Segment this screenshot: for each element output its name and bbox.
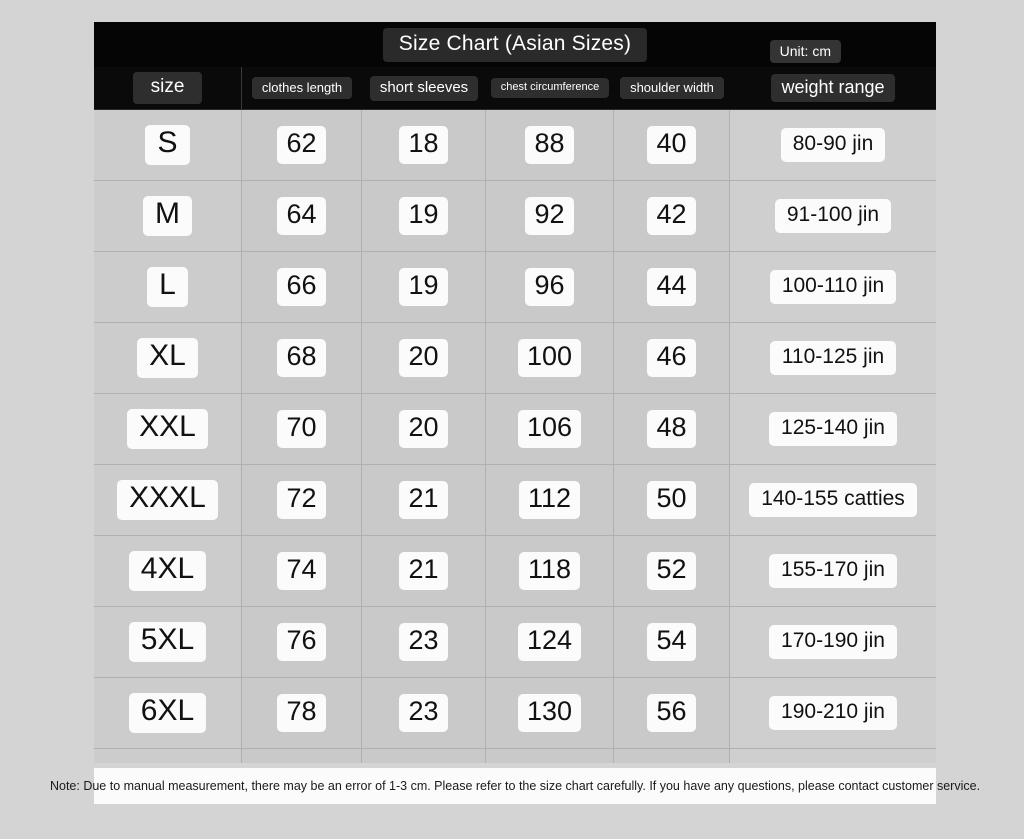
cell-short-sleeves-value: 23: [399, 694, 447, 731]
cell-short-sleeves: [362, 678, 486, 748]
cell-size: [94, 678, 242, 748]
cell-chest-circumference: [486, 678, 614, 748]
cell-shoulder-width-value: 54: [647, 623, 695, 660]
column-header-size: [94, 67, 242, 109]
cell-weight-range-value: 140-155 catties: [749, 483, 917, 517]
cell-short-sleeves: [362, 536, 486, 606]
cell-chest-circumference-value: 112: [519, 481, 580, 518]
cell-shoulder-width: [614, 252, 730, 322]
cell-short-sleeves-value: 21: [399, 481, 447, 518]
cell-weight-range-value: 110-125 jin: [770, 341, 896, 375]
cell-chest-circumference: [486, 252, 614, 322]
cell-clothes-length: [242, 394, 362, 464]
cell-clothes-length: [242, 749, 362, 763]
table-row: [94, 323, 936, 394]
cell-chest-circumference-value: 124: [518, 623, 581, 660]
cell-clothes-length-value: 68: [277, 339, 325, 376]
cell-shoulder-width: [614, 394, 730, 464]
cell-size: [94, 749, 242, 763]
cell-shoulder-width-value: 40: [647, 126, 695, 163]
cell-short-sleeves: [362, 749, 486, 763]
cell-shoulder-width: [614, 465, 730, 535]
cell-weight-range-value: 125-140 jin: [769, 412, 897, 446]
table-row: [94, 678, 936, 749]
cell-shoulder-width-value: 46: [647, 339, 695, 376]
cell-weight-range-value: 100-110 jin: [770, 270, 896, 304]
cell-shoulder-width-value: 42: [647, 197, 695, 234]
table-row: [94, 252, 936, 323]
cell-weight-range-value: 170-190 jin: [769, 625, 897, 659]
cell-size: [94, 465, 242, 535]
cell-chest-circumference: [486, 323, 614, 393]
cell-shoulder-width: [614, 181, 730, 251]
column-header-short-sleeves-label: short sleeves: [370, 76, 478, 101]
cell-shoulder-width-value: 48: [647, 410, 695, 447]
cell-weight-range: [730, 323, 936, 393]
cell-short-sleeves-value: 19: [399, 197, 447, 234]
cell-short-sleeves-value: 19: [399, 268, 447, 305]
cell-weight-range-value: 190-210 jin: [769, 696, 897, 730]
cell-chest-circumference-value: 88: [525, 126, 573, 163]
cell-size-value: L: [147, 267, 188, 307]
cell-weight-range-value: 80-90 jin: [781, 128, 886, 162]
column-header-clothes-length-label: clothes length: [252, 77, 352, 100]
size-chart-table: [94, 22, 936, 763]
cell-shoulder-width: [614, 110, 730, 180]
cell-chest-circumference-value: 106: [518, 410, 581, 447]
cell-clothes-length-value: 70: [277, 410, 325, 447]
table-row: [94, 465, 936, 536]
page-title: Size Chart (Asian Sizes): [383, 28, 647, 62]
cell-shoulder-width-value: 44: [647, 268, 695, 305]
column-header-weight-range-label: weight range: [771, 74, 894, 103]
cell-clothes-length: [242, 110, 362, 180]
cell-clothes-length: [242, 181, 362, 251]
cell-size-value: XXL: [127, 409, 208, 449]
column-header-chest-circumference-label: chest circumference: [491, 78, 609, 98]
column-header-clothes-length: [242, 67, 362, 109]
table-header-row: [94, 67, 936, 110]
cell-chest-circumference: [486, 181, 614, 251]
cell-size: [94, 252, 242, 322]
column-header-shoulder-width-label: shoulder width: [620, 77, 724, 100]
cell-size-value: 5XL: [129, 622, 206, 662]
cell-weight-range: [730, 110, 936, 180]
cell-short-sleeves: [362, 465, 486, 535]
cell-chest-circumference: [486, 465, 614, 535]
cell-size-value: XXXL: [117, 480, 218, 520]
cell-clothes-length-value: 66: [277, 268, 325, 305]
cell-size-value: 6XL: [129, 693, 206, 733]
cell-size: [94, 607, 242, 677]
cell-clothes-length-value: 72: [277, 481, 325, 518]
cell-weight-range: [730, 252, 936, 322]
cell-size-value: M: [143, 196, 192, 236]
cell-clothes-length: [242, 465, 362, 535]
cell-weight-range: [730, 465, 936, 535]
cell-clothes-length-value: 74: [277, 552, 325, 589]
measurement-note-text: Note: Due to manual measurement, there may be an error of 1-3 cm. Please refer to the size chart carefully. If you have any questions, please contact customer service.: [49, 779, 981, 793]
cell-short-sleeves-value: 23: [399, 623, 447, 660]
table-row: [94, 181, 936, 252]
cell-shoulder-width: [614, 607, 730, 677]
cell-short-sleeves: [362, 252, 486, 322]
cell-weight-range: [730, 749, 936, 763]
column-header-short-sleeves: [362, 67, 486, 109]
column-header-weight-range: [730, 67, 936, 109]
cell-clothes-length-value: 62: [277, 126, 325, 163]
cell-weight-range-value: 91-100 jin: [775, 199, 891, 233]
cell-size: [94, 323, 242, 393]
cell-chest-circumference: [486, 394, 614, 464]
cell-weight-range: [730, 607, 936, 677]
cell-clothes-length: [242, 678, 362, 748]
cell-size: [94, 181, 242, 251]
cell-short-sleeves: [362, 110, 486, 180]
column-header-size-label: size: [133, 72, 203, 105]
cell-chest-circumference-value: 130: [518, 694, 581, 731]
cell-chest-circumference: [486, 110, 614, 180]
cell-size-value: 4XL: [129, 551, 206, 591]
cell-clothes-length-value: 78: [277, 694, 325, 731]
cell-size: [94, 394, 242, 464]
cell-shoulder-width: [614, 749, 730, 763]
cell-short-sleeves: [362, 607, 486, 677]
table-row: [94, 536, 936, 607]
cell-short-sleeves-value: 20: [399, 339, 447, 376]
cell-short-sleeves: [362, 323, 486, 393]
cell-short-sleeves-value: 21: [399, 552, 447, 589]
cell-short-sleeves: [362, 181, 486, 251]
cell-size-value: S: [145, 125, 189, 165]
cell-clothes-length-value: 64: [277, 197, 325, 234]
table-body: [94, 110, 936, 763]
column-header-chest-circumference: [486, 67, 614, 109]
cell-chest-circumference-value: 96: [525, 268, 573, 305]
cell-clothes-length: [242, 252, 362, 322]
chart-title-bar: [94, 22, 936, 67]
table-row: [94, 394, 936, 465]
table-row: [94, 110, 936, 181]
cell-short-sleeves-value: 18: [399, 126, 447, 163]
cell-weight-range: [730, 536, 936, 606]
cell-shoulder-width: [614, 323, 730, 393]
cell-clothes-length: [242, 323, 362, 393]
unit-badge: Unit: cm: [770, 40, 841, 63]
measurement-note: [49, 768, 981, 804]
cell-chest-circumference-value: 118: [519, 552, 580, 589]
cell-shoulder-width-value: 50: [647, 481, 695, 518]
cell-size: [94, 110, 242, 180]
cell-shoulder-width: [614, 678, 730, 748]
cell-clothes-length-value: 76: [277, 623, 325, 660]
cell-shoulder-width-value: 52: [647, 552, 695, 589]
cell-chest-circumference-value: 92: [525, 197, 573, 234]
cell-size-value: XL: [137, 338, 198, 378]
column-header-shoulder-width: [614, 67, 730, 109]
cell-short-sleeves-value: 20: [399, 410, 447, 447]
table-row-partial: [94, 749, 936, 763]
cell-chest-circumference: [486, 607, 614, 677]
cell-clothes-length: [242, 536, 362, 606]
table-row: [94, 607, 936, 678]
cell-shoulder-width-value: 56: [647, 694, 695, 731]
cell-chest-circumference-value: 100: [518, 339, 581, 376]
cell-clothes-length: [242, 607, 362, 677]
cell-weight-range: [730, 678, 936, 748]
cell-chest-circumference: [486, 536, 614, 606]
cell-weight-range-value: 155-170 jin: [769, 554, 897, 588]
cell-weight-range: [730, 394, 936, 464]
cell-weight-range: [730, 181, 936, 251]
cell-shoulder-width: [614, 536, 730, 606]
cell-chest-circumference: [486, 749, 614, 763]
cell-short-sleeves: [362, 394, 486, 464]
cell-size: [94, 536, 242, 606]
